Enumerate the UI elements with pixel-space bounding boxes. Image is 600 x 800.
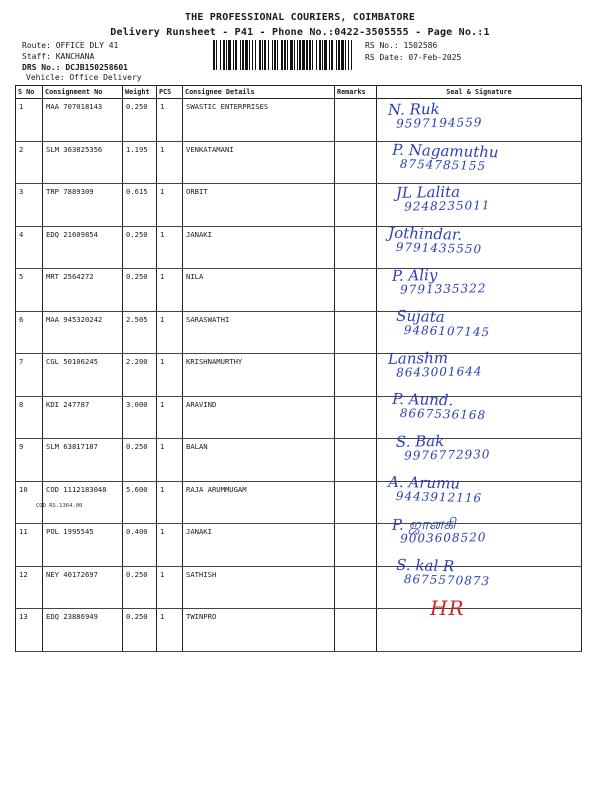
barcode-bar	[235, 40, 237, 70]
barcode-bar	[242, 40, 244, 70]
cell-sno-text: 7	[19, 357, 24, 366]
table-row	[16, 566, 582, 609]
table-body	[16, 99, 582, 652]
vehicle-value: Office Delivery	[69, 73, 142, 82]
cell-weight	[123, 311, 157, 354]
drs-line	[22, 63, 128, 72]
cell-sno	[16, 439, 43, 482]
cell-weight-text: 0.400	[126, 527, 148, 536]
cell-consignee	[183, 141, 335, 184]
barcode-bar	[252, 40, 253, 70]
barcode-bar	[309, 40, 311, 70]
table-row	[16, 609, 582, 652]
cell-sno-text: 10	[19, 484, 28, 494]
col-header-sno: S No	[16, 86, 43, 99]
cell-consignee-text: BALAN	[186, 442, 208, 451]
handwritten-signature	[388, 474, 483, 504]
cell-consignee	[183, 184, 335, 227]
cell-consignment-text: MAA 945320242	[46, 314, 103, 324]
handwritten-signature	[388, 350, 483, 380]
handwritten-signature	[392, 142, 499, 173]
cell-remarks	[335, 396, 377, 439]
cell-pcs-text: 1	[160, 442, 165, 451]
barcode-bar	[287, 40, 288, 70]
cell-consignee	[183, 226, 335, 269]
barcode-bar	[341, 40, 344, 70]
cell-consignee	[183, 396, 335, 439]
route-line	[22, 41, 118, 50]
barcode-bar	[351, 40, 352, 70]
cell-consignment-text: SLM 63817187	[46, 442, 98, 451]
signature-name: P. Aund.	[391, 389, 454, 409]
barcode-bar	[277, 40, 278, 70]
cell-sno-text: 3	[19, 187, 24, 196]
cell-sno-text: 4	[19, 229, 24, 239]
col-header-consignment: Consignment No	[43, 86, 123, 99]
table-row	[16, 226, 582, 269]
vehicle-label: Vehicle:	[26, 73, 65, 82]
staff-value: KANCHANA	[55, 52, 95, 61]
cell-weight-text: 0.250	[126, 442, 148, 451]
barcode-bar	[329, 40, 330, 70]
cell-pcs	[157, 184, 183, 227]
rs-no-line	[365, 41, 437, 50]
barcode-bar	[316, 40, 317, 70]
signature-name: P. Nagamuthu	[391, 140, 499, 161]
cell-sno	[16, 396, 43, 439]
cell-weight	[123, 396, 157, 439]
cell-consignment-text: MAA 707018143	[46, 102, 103, 111]
cell-pcs	[157, 141, 183, 184]
cell-sno	[16, 609, 43, 652]
cell-sno	[16, 226, 43, 269]
barcode-bar	[324, 40, 327, 70]
barcode-bar	[264, 40, 266, 70]
cell-consignee	[183, 524, 335, 567]
handwritten-signature	[392, 516, 487, 546]
cell-weight	[123, 524, 157, 567]
cell-consignee-text: ARAVIND	[186, 399, 217, 409]
barcode-bar	[213, 40, 215, 70]
barcode-bar	[268, 40, 269, 70]
cell-sno-text: 9	[19, 442, 24, 451]
cell-pcs	[157, 226, 183, 269]
cell-pcs-text: 1	[160, 357, 165, 366]
cell-consignment-text: POL 1995545	[46, 527, 94, 536]
runsheet-subtitle: Delivery Runsheet - P41 - Phone No.:0422-3505555 - Page No.:1	[110, 27, 490, 38]
barcode-bar	[284, 40, 286, 70]
cell-weight	[123, 439, 157, 482]
cell-pcs	[157, 481, 183, 524]
signature-phone: 9791335322	[400, 281, 487, 297]
signature-name: Lanshm	[387, 348, 449, 368]
table-row	[16, 396, 582, 439]
cell-consignment	[43, 439, 123, 482]
route-label: Route:	[22, 41, 51, 50]
cell-weight	[123, 609, 157, 652]
cell-consignee-text: TWINPRO	[186, 612, 217, 621]
col-header-seal-signature: Seal & Signature	[377, 86, 582, 99]
cell-consignee	[183, 99, 335, 142]
signature-name: Jothindar.	[387, 223, 463, 244]
handwritten-signature	[396, 557, 491, 587]
cell-consignee-text: KRISHNAMURTHY	[186, 357, 243, 366]
cell-seal-signature	[377, 609, 582, 652]
barcode-bar	[240, 40, 241, 70]
cell-sno	[16, 184, 43, 227]
cell-pcs	[157, 439, 183, 482]
staff-label: Staff:	[22, 52, 51, 61]
cell-weight	[123, 566, 157, 609]
table-row	[16, 439, 582, 482]
signature-phone: 8667536168	[399, 405, 487, 422]
cell-remarks	[335, 566, 377, 609]
cell-weight-text: 2.200	[126, 357, 148, 366]
cell-sno	[16, 354, 43, 397]
hr-stamp: HR	[430, 596, 465, 620]
cell-consignment	[43, 269, 123, 312]
cell-remarks	[335, 141, 377, 184]
vehicle-line	[26, 73, 142, 82]
table-row	[16, 269, 582, 312]
cell-sno-text: 1	[19, 102, 24, 111]
cell-consignee-text: RAJA ARUMMUGAM	[186, 484, 247, 494]
cell-remarks	[335, 311, 377, 354]
cell-consignment	[43, 141, 123, 184]
cell-consignment	[43, 566, 123, 609]
signature-name: JL Lalita	[395, 182, 461, 202]
signature-phone: 9003608520	[400, 530, 487, 546]
signature-name: S. Bak	[395, 431, 445, 451]
cell-pcs	[157, 354, 183, 397]
cell-consignee	[183, 481, 335, 524]
cell-consignee	[183, 566, 335, 609]
cod-amount-note: COD RS.1364.00	[36, 502, 83, 509]
company-title: THE PROFESSIONAL COURIERS, COIMBATORE	[184, 12, 416, 23]
rs-date-line	[365, 53, 461, 62]
col-header-weight: Weight	[123, 86, 157, 99]
drs-value: DCJB150258601	[65, 63, 128, 72]
barcode-bar	[255, 40, 256, 70]
signature-phone: 9443912116	[395, 488, 483, 505]
barcode-bar	[299, 40, 301, 70]
table-header-row	[16, 86, 582, 99]
cell-pcs-text: 1	[160, 229, 165, 239]
cell-consignee	[183, 609, 335, 652]
route-value: OFFICE DLY 41	[55, 41, 119, 50]
cell-sno	[16, 141, 43, 184]
cell-consignment	[43, 99, 123, 142]
cell-remarks	[335, 226, 377, 269]
barcode-bar	[259, 40, 261, 70]
cell-consignee-text: SARASWATHI	[186, 314, 230, 324]
cell-weight	[123, 226, 157, 269]
cell-consignee-text: NILA	[186, 272, 204, 281]
barcode-bar	[216, 40, 217, 70]
handwritten-signature	[388, 101, 483, 131]
cell-weight	[123, 269, 157, 312]
cell-consignment-text: MRT 2564272	[46, 272, 94, 281]
table-row	[16, 481, 582, 524]
handwritten-signature	[392, 391, 487, 421]
cell-weight	[123, 481, 157, 524]
cell-consignment	[43, 184, 123, 227]
cell-weight	[123, 99, 157, 142]
signature-name: P. Aliy	[391, 266, 438, 285]
cell-remarks	[335, 609, 377, 652]
barcode-bar	[249, 40, 250, 70]
cell-pcs-text: 1	[160, 144, 165, 154]
cell-weight-text: 3.000	[126, 399, 148, 409]
cell-sno	[16, 311, 43, 354]
cell-consignee	[183, 269, 335, 312]
cell-consignment	[43, 354, 123, 397]
cell-consignment-text: TRP 7889309	[46, 187, 94, 196]
cell-consignment	[36, 481, 123, 524]
cell-weight-text: 0.250	[126, 569, 148, 579]
barcode-bar	[233, 40, 234, 70]
col-header-pcs: PCS	[157, 86, 183, 99]
cell-pcs	[157, 311, 183, 354]
cell-weight-text: 0.250	[126, 272, 148, 281]
cell-sno	[16, 566, 43, 609]
cell-weight	[123, 141, 157, 184]
barcode-bar	[223, 40, 225, 70]
barcode-bar	[220, 40, 221, 70]
barcode-bar	[302, 40, 305, 70]
cell-consignee-text: JANAKI	[186, 229, 212, 239]
cell-sno-text: 11	[19, 527, 28, 536]
cell-pcs	[157, 269, 183, 312]
cell-consignee-text: VENKATAMANI	[186, 144, 234, 154]
cell-weight-text: 0.250	[126, 102, 148, 111]
drs-label: DRS No.:	[22, 63, 61, 72]
cell-weight-text: 0.250	[126, 229, 148, 239]
cell-consignee-text: SWASTIC ENTERPRISES	[186, 102, 269, 111]
cell-remarks	[335, 269, 377, 312]
table-row	[16, 99, 582, 142]
barcode-bar	[322, 40, 323, 70]
staff-line	[22, 52, 94, 61]
cell-consignment-text: CGL 50106245	[46, 357, 98, 366]
cell-pcs-text: 1	[160, 612, 165, 621]
barcode-bar	[306, 40, 308, 70]
barcode-bar	[294, 40, 295, 70]
signature-phone: 8754785155	[399, 156, 487, 173]
cell-weight-text: 0.615	[126, 187, 148, 196]
cell-consignment	[43, 609, 123, 652]
cell-pcs-text: 1	[160, 527, 165, 536]
signature-name: P. ஜானகி	[391, 514, 456, 534]
cell-pcs-text: 1	[160, 484, 165, 494]
cell-consignment-text: EDQ 23886949	[46, 612, 98, 621]
table-row	[16, 354, 582, 397]
cell-sno	[16, 524, 43, 567]
signature-phone: 9486107145	[403, 322, 491, 339]
barcode-bar	[345, 40, 346, 70]
cell-pcs	[157, 609, 183, 652]
cell-sno-text: 2	[19, 144, 24, 154]
cell-consignment	[43, 311, 123, 354]
cell-consignee-text: SATHISH	[186, 569, 217, 579]
handwritten-signature	[396, 184, 491, 214]
cell-pcs	[157, 566, 183, 609]
col-header-consignee: Consignee Details	[183, 86, 335, 99]
barcode	[213, 40, 355, 70]
signature-phone: 9248235011	[404, 198, 491, 214]
cell-weight	[123, 354, 157, 397]
signature-name: A. Arumu	[387, 472, 461, 493]
cell-pcs-text: 1	[160, 272, 165, 281]
barcode-bar	[245, 40, 248, 70]
cell-sno-text: 6	[19, 314, 24, 324]
handwritten-signature	[388, 225, 483, 255]
rs-no-label: RS No.:	[365, 41, 399, 50]
table-row	[16, 311, 582, 354]
cell-remarks	[335, 99, 377, 142]
cell-weight-text: 1.195	[126, 144, 148, 154]
cell-pcs	[157, 99, 183, 142]
cell-pcs-text: 1	[160, 399, 165, 409]
cell-pcs-text: 1	[160, 569, 165, 579]
signature-phone: 9976772930	[404, 447, 491, 463]
cell-sno-text: 5	[19, 272, 24, 281]
cell-sno	[16, 99, 43, 142]
cell-pcs-text: 1	[160, 102, 165, 111]
barcode-bar	[272, 40, 273, 70]
barcode-bar	[319, 40, 321, 70]
signature-phone: 9597194559	[396, 115, 483, 131]
signature-phone: 9791435550	[395, 239, 483, 256]
col-header-remarks: Remarks	[335, 86, 377, 99]
barcode-bar	[336, 40, 337, 70]
cell-consignment-text: EDQ 21609854	[46, 229, 98, 239]
handwritten-signature	[396, 308, 491, 338]
table-row	[16, 524, 582, 567]
cell-remarks	[335, 184, 377, 227]
cell-sno-text: 12	[19, 569, 28, 579]
rs-date-value: 07-Feb-2025	[408, 53, 462, 62]
cell-consignment	[43, 226, 123, 269]
cell-remarks	[335, 481, 377, 524]
cell-consignment-text: SLM 363825356	[46, 144, 103, 154]
cell-consignee-text: JANAKI	[186, 527, 212, 536]
cell-consignee-text: ORBIT	[186, 187, 208, 196]
cell-consignment-text: KDI 247787	[46, 399, 90, 409]
barcode-bar	[274, 40, 276, 70]
table-row	[16, 184, 582, 227]
cell-consignment	[43, 396, 123, 439]
cell-remarks	[335, 439, 377, 482]
signature-name: N. Ruk	[387, 99, 440, 119]
rs-no-value: 1502586	[403, 41, 438, 50]
cell-pcs-text: 1	[160, 314, 165, 324]
barcode-bar	[228, 40, 231, 70]
barcode-bar	[281, 40, 283, 70]
barcode-bar	[226, 40, 227, 70]
cell-consignee	[183, 311, 335, 354]
barcode-bar	[348, 40, 349, 70]
cell-pcs-text: 1	[160, 187, 165, 196]
signature-phone: 8675570873	[403, 571, 491, 588]
cell-weight-text: 2.505	[126, 314, 148, 324]
rs-date-label: RS Date:	[365, 53, 404, 62]
cell-remarks	[335, 354, 377, 397]
barcode-bar	[312, 40, 313, 70]
cell-pcs	[157, 396, 183, 439]
barcode-bar	[338, 40, 340, 70]
cell-consignment-text: NEY 40172697	[46, 569, 98, 579]
cell-consignment-text: COD 1112183048	[46, 484, 107, 494]
barcode-bar	[290, 40, 293, 70]
signature-phone: 8643001644	[396, 364, 483, 380]
cell-consignment	[43, 524, 123, 567]
cell-sno-text: 13	[19, 612, 28, 621]
barcode-bar	[262, 40, 263, 70]
barcode-bar	[297, 40, 298, 70]
barcode-bar	[331, 40, 333, 70]
handwritten-signature	[392, 267, 487, 297]
cell-sno-text: 8	[19, 399, 24, 409]
cell-consignee	[183, 439, 335, 482]
cell-consignee	[183, 354, 335, 397]
handwritten-signature	[396, 433, 491, 463]
cell-weight	[123, 184, 157, 227]
cell-weight-text: 0.250	[126, 612, 148, 621]
cell-remarks	[335, 524, 377, 567]
cell-weight-text: 5.600	[126, 484, 148, 494]
cell-pcs	[157, 524, 183, 567]
signature-name: Sujata	[395, 306, 445, 326]
signature-name: S. kal R	[395, 555, 455, 575]
cell-sno	[16, 269, 43, 312]
